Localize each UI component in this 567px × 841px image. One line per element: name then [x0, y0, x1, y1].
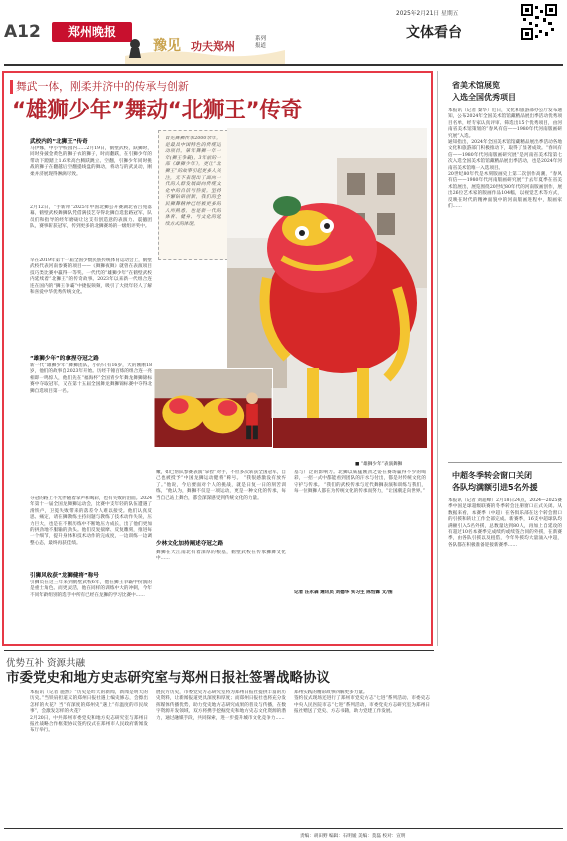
footer-rule [4, 828, 563, 829]
column-divider [437, 71, 438, 646]
paragraph-4: 新一代“雄狮少年”舞狮团队，小的只有16岁，大的刚刚18岁，他们的故事自2023年开始。历经千锤百炼的组合连一亮相即一鸣惊人，他们先在“福海杯”全国青少年舞龙舞狮锦标赛中夺取冠军，又在第十五届全国舞龙舞狮锦标赛中夺得北狮自选项目第一名。 [30, 363, 152, 394]
paragraph-2: 2月12日，“手新拜”2025年中国北狮公开赛湖北省吕苑落幕，鹤壁武校舞狮队凭借满技艺夺得北狮自选套路冠军，队员们和指导的经年磨砺让这支有创造意的表演力、震撼团队，赛事斩获冠军，传到更多的北狮赛场的一级组评奖中。 [30, 205, 152, 230]
feature-headline: “雄狮少年”舞动“北狮王”传奇 [12, 98, 303, 123]
sidebar-note-text: 首先舞狮传承2000余年，是最具中国特色的传统运动项目。第年舞狮一年一年(狮王争霸)，3年前的一部《雄狮少年》，更让“北狮王”的故事引起更多人关注，无不表现出了面向一代的人群发展面向传统文化中的自信与热爱。坚持不懈钻研创新，我们的全民狮舞精神已经被更多的人所熟悉，也是新一代的体育、健身、与文化的延续方式的体现。 [165, 136, 221, 227]
issue-date: 2025年2月21日 星期五 [396, 11, 459, 17]
secondary-headline: 市委党史和地方史志研究室与郑州日报社签署战略协议 [6, 670, 330, 686]
svg-text:系列: 系列 [255, 36, 267, 42]
header-rule [4, 64, 563, 66]
sidebar-story-1-body: 本报讯（记者 秦华）近日，文化和旅游部办公厅发布通知，公布2024年全国美术馆馆藏精品展出季活动优秀项目名单，经专家认真评审、筛选出15个优秀项目，由河南省美术馆策划的“春风有信——1980年代河南版画研究展”入选。 通知指出，2024年全国美术馆馆藏精品展出季活动各地文化和旅游部门积极推动下，取得了显著成效。“春风有信——1980年代河南版画研究展”是河南省美术馆第七次入选全国美术馆馆藏精品展出季活动，也是2024年河南省美术馆唯一入选项目。 20世纪80年代是木刻版画史上第二次创作高潮，“春风有信——1980年代河南版画研究展”于去年夏季在省美术馆展出，展览围绕20世纪80年代的河南版画创作，展出26位艺术家的版画作品104幅，以视觉艺术等方式，反映在时代的精神面貌中的河南版画进程中，版画家们…… [448, 108, 562, 210]
subhead-1: 武校内的“北狮王”传奇 [30, 139, 88, 145]
secondary-rule [4, 650, 434, 651]
secondary-body-3: 郑州实践的精彩故事四解更多力量。 签约仪式现场还进行了郑州市党史方志“七进”系列活动、市委史志中央人民医院市志“七进”系列活动，市委党史方志研究室为郑州日报社赠送了党史、方志书籍，助力党建工作发展。 [294, 690, 430, 715]
feature-sidebar-note [158, 130, 228, 260]
banner-title-2: 功夫郑州 [191, 40, 235, 53]
photo-caption [355, 461, 402, 467]
secondary-body-2: 展民方历史，市委党史方志研究室将为郑州日报社提供丰富的历史资料，让新闻报道更具深度和厚度；而郑州日报社也将充分发挥媒体传播优势，助力党史地方志研究成果的普及与传播，在数字资源开发领域，双方将携手挖掘党史和地方史志文化资源的潜力，通过融媒手段，共同探索，进一步提升城市文化竞争力…… [156, 690, 286, 721]
byline: 记者 汪永森 通讯员 刘德华 实习生 陈怡霖 文/图 [294, 590, 393, 595]
paragraph-3: 早在2019年第十一届全国少数民族传统体育运动会上，鹤壁武校代表河南参赛的项目——《舞狮夜舞》就曾在表演项目技巧类比赛中赢得一等奖。一代代的“雄狮少年”在鹤壁武校内延续着“北狮王”的传奇故事。2023年以来新一代组合连连在国内的“狮王争霸”中捷报频频，吸引了大批年轻人了解和喜爱中华优秀传统文化。 [30, 258, 152, 296]
paragraph-6: 引狮员在这三年来到鹤壁武校6年，他在狮王争霸中扮演的是重士角色。而更灵活，他在同样的训练中大的冲刺，今年不同年龄组别的选手中所有已经在龙狮的学习比赛中…… [30, 580, 152, 598]
lower-column-1b: 舞狮在大江南北有着深厚的根基，鹤壁武校在传承狮舞文化中…… [156, 550, 286, 562]
section-title: 文体看台 [406, 25, 462, 41]
feature-lower-columns [156, 470, 426, 640]
paper-logo: 郑州晚报 [52, 22, 132, 42]
banner-title-1: 豫见 [153, 38, 181, 54]
feature-column-1 [30, 138, 152, 498]
svg-text:报道: 报道 [255, 43, 267, 49]
caption-marker-icon: ■ [355, 462, 361, 467]
subhead-3: 引狮风收获“龙狮健将”称号 [30, 573, 99, 579]
secondary-kicker: 优势互补 资源共融 [6, 658, 86, 669]
sidebar-rule [448, 462, 562, 463]
sidebar-story-1-headline-line-2: 入选全国优秀项目 [452, 93, 516, 102]
sidebar-story-2-body: 本报讯（记者 刘超峰）2月18日24点，2024—2025赛季中国足球超级联赛的冬季转会注册窗口正式关闭。从数据来看，本赛季（中超）在各俱乐部在这个转会窗口的引援和转让工作全部完成。新赛季，16支中超球队均满额引入5名外援，总数量达到80人，再加上自延攻的有超过10名本赛季完成续约或续签合同的外援，在新赛季，由各队引援以及租借，今年外援均大量涌入中超，各队都在积极准备迎接新赛季…… [448, 498, 562, 548]
page-number: A12 [4, 22, 41, 42]
sidebar-story-2-headline-line-2: 各队均满额引进5名外援 [452, 483, 538, 492]
sidebar-story-1-headline [452, 80, 516, 104]
sidebar-story-1-headline-line-1: 省美术馆展览 [452, 81, 500, 90]
editor-credits: 责编：胡田野 编辑：石明媛 美编：莫磊 校对：宣明 [300, 834, 406, 839]
lion-dance-group-photo [153, 368, 273, 448]
paragraph-1: 马伊娜，中小学校园内……2月19日，鹤壁武校，跃狮时，同时身披金黄色的狮子衣的狮子，时而翻跃，在引狮少年的带动下蹬踏上1.6米高台腾跃跳立、空翻，引狮少年同时挑战的狮子在翻越后空翻提线盘的舞动，将动与的武灵动，刚柔并济展现得淋漓尽致。 [30, 146, 152, 177]
qr-code-icon [521, 4, 557, 40]
secondary-body-1: 本报讯（记者 施然）“历史是昨天的新闻，新闻是明天的历史。”当铁肩担道义的郑州日报社遇上编史修志，会擦出怎样的火花？当“有深度的郑州史”遇上“有温度的市民故事”，会激发怎样的火花？ 2月20日，中共郑州市委党史和地方史志研究室与郑州日报社战略合作框架协议签约仪式在郑州市人民政府新闻发布厅举行。 [30, 690, 148, 734]
paragraph-5: 夺冠的路上不光伴随着掌声和喝彩，也有失败的泪面。2024年第十一届全国龙舞狮运动会，比赛中支年轻的队伍遭遇了滑铁卢，卫冕失败带来的落差令人难以接受。他们认真反思、痛定，请在狮教练主持问题与教练了技术动作失误，压力巨大，也是在不断历练中不断地压力成长，出了他们更加的拼劲地不服输的劲头。他们反复揣摩、反复雕刻，推进每一个细节，提升身体和技术动作的完成度，一边训练一边调整心态，最终再获佳绩。 [30, 496, 152, 546]
lower-column-1: 嫩，如已帮队参赛表演“拿捏”对手，不但多次斩获全国冠军，自己也被授予“中国龙狮运动健将”称号。 “我很感激没有放弃了。”他说，今后要面对个人的挑战，就是日复一日的刻苦训练，“他认为，舞狮不仅是一项运动，更是一种文化的传承，每当自己站上舞台，都会深深感受到传统文化的力量。 [156, 470, 286, 501]
masthead [0, 0, 567, 64]
lower-column-3: 基与广泛的影响力。北狮以威猛刚劲之姿在赛场赢得不少的喝彩，一招一式中都能看到团队的汗水与付出，都是对传统文化的守护与传承。 “我们的武校传承与近代舞狮表演和训练与我们，每一位舞狮人都在为传统文化的传承而努力，“让国潮走向世界。” [294, 470, 426, 495]
feature-kicker: 舞武一体，刚柔并济中的传承与创新 [16, 80, 189, 93]
sidebar-story-2-headline-line-1: 中超冬季转会窗口关闭 [452, 471, 532, 480]
subhead-2: “雄狮少年”的拿捏夺冠之路 [30, 356, 99, 362]
photo-caption-text: “雄狮少年”表演舞狮 [360, 462, 403, 467]
subhead-4: 少林文化加持阐述夺冠之路 [156, 541, 224, 547]
sidebar-story-2-headline [452, 470, 538, 494]
martial-artist-icon [130, 39, 140, 49]
series-banner [125, 28, 285, 64]
kicker-marker [10, 80, 13, 94]
